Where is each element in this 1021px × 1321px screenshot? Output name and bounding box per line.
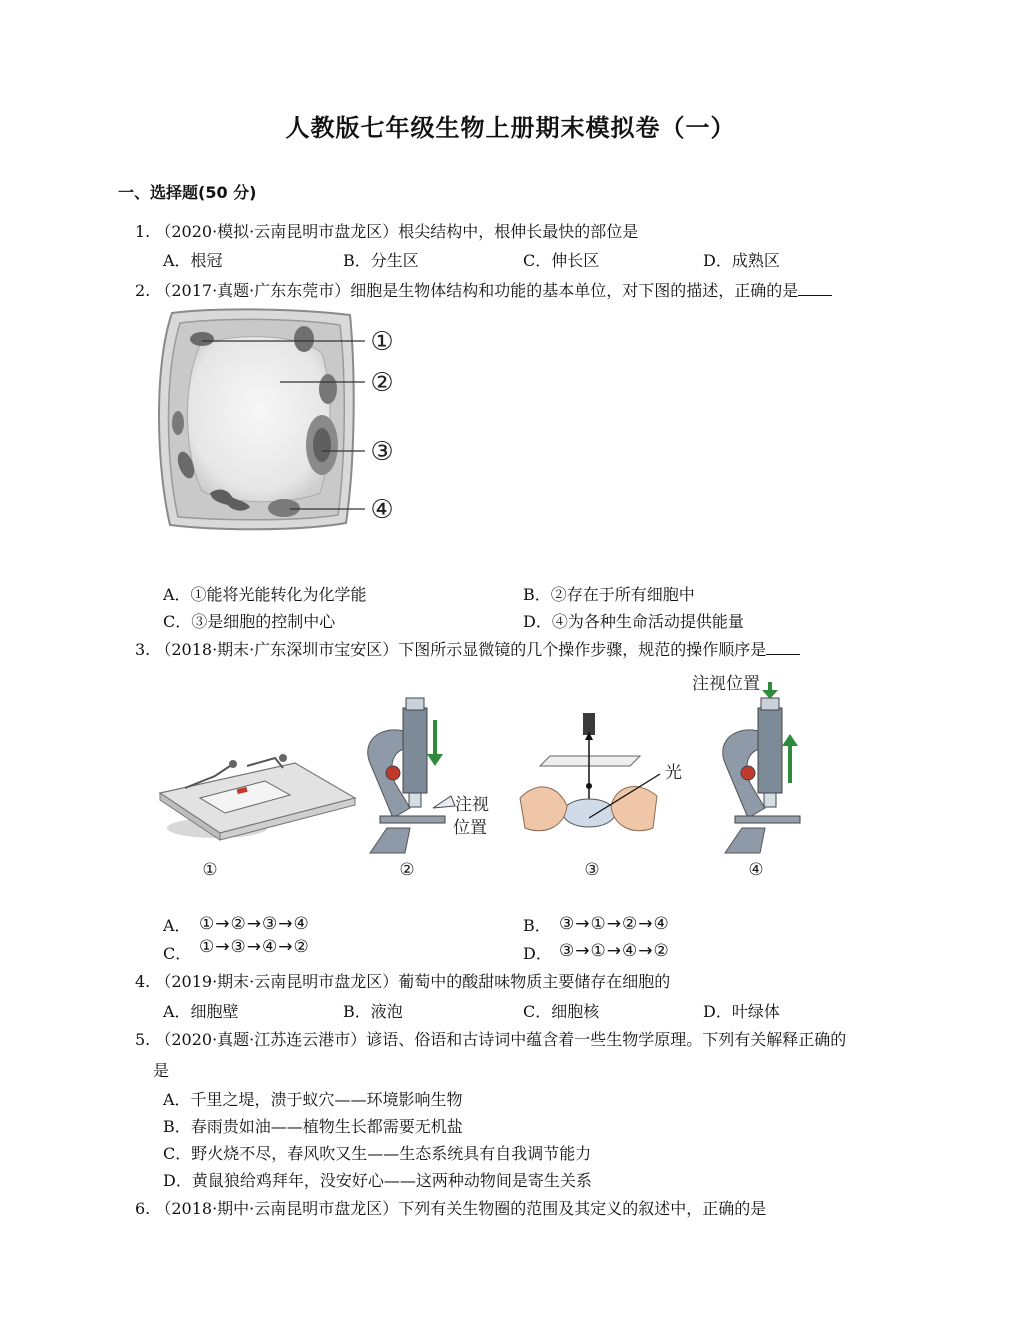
q3-option-c-letter: C．	[163, 944, 192, 963]
answer-blank	[766, 640, 800, 655]
step-4-microscope-raise	[723, 682, 800, 853]
q1-option-c: C．伸长区	[523, 251, 600, 270]
watch-label-line2: 位置	[453, 818, 487, 838]
q4-option-a: A．细胞壁	[163, 1002, 239, 1021]
question-3-text: 3. （2018·期末·广东深圳市宝安区）下图所示显微镜的几个操作步骤，规范的操作顺序是	[135, 640, 767, 659]
cell-label-3: ③	[370, 437, 394, 467]
q1-option-d: D．成熟区	[703, 251, 780, 270]
cell-label-4: ④	[370, 495, 394, 525]
q2-option-b: B．②存在于所有细胞中	[523, 585, 695, 604]
question-5-stem: 5. （2020·真题·江苏连云港市）谚语、俗语和古诗词中蕴含着一些生物学原理。下列有关解释正确的	[135, 1030, 847, 1049]
watch-label-line1: 注视	[455, 795, 489, 815]
q5-option-a: A．千里之堤，溃于蚁穴——环境影响生物	[163, 1090, 463, 1109]
q3-option-a-letter: A．	[163, 916, 191, 935]
figure-label-2: ②	[399, 860, 415, 880]
q3-option-d-letter: D．	[523, 944, 552, 963]
light-label: 光	[665, 763, 682, 783]
microscope-steps-figure	[155, 668, 815, 883]
plant-cell-diagram	[150, 305, 410, 540]
q2-option-d: D．④为各种生命活动提供能量	[523, 612, 744, 631]
answer-blank	[798, 281, 832, 296]
step-1-stage-slide	[160, 754, 355, 840]
q3-option-d-sequence: ③→①→④→②	[559, 941, 670, 961]
question-2-text: 2. （2017·真题·广东东莞市）细胞是生物体结构和功能的基本单位，对下图的描述，正确的是	[135, 281, 799, 300]
question-2-stem	[135, 278, 832, 301]
question-5-stem-continued: 是	[153, 1061, 170, 1080]
figure-label-4: ④	[748, 860, 764, 880]
q2-option-c: C．③是细胞的控制中心	[163, 612, 336, 631]
watch-position-label: 注视位置	[692, 674, 760, 694]
q3-option-b-letter: B．	[523, 916, 551, 935]
q3-option-b-sequence: ③→①→②→④	[559, 914, 670, 934]
q4-option-b: B．液泡	[343, 1002, 403, 1021]
step-3-mirror-light	[520, 713, 660, 831]
cell-label-2: ②	[370, 368, 394, 398]
page-title: 人教版七年级生物上册期末模拟卷（一）	[285, 114, 736, 142]
q1-option-b: B．分生区	[343, 251, 419, 270]
q4-option-c: C．细胞核	[523, 1002, 600, 1021]
q4-option-d: D．叶绿体	[703, 1002, 780, 1021]
q5-option-c: C．野火烧不尽，春风吹又生——生态系统具有自我调节能力	[163, 1144, 592, 1163]
figure-label-3: ③	[584, 860, 600, 880]
q2-option-a: A．①能将光能转化为化学能	[163, 585, 367, 604]
q5-option-b: B．春雨贵如油——植物生长都需要无机盐	[163, 1117, 463, 1136]
cell-label-1: ①	[370, 327, 394, 357]
q3-option-a-sequence: ①→②→③→④	[199, 914, 310, 934]
question-6-stem: 6. （2018·期中·云南昆明市盘龙区）下列有关生物圈的范围及其定义的叙述中，正确的是	[135, 1199, 767, 1218]
question-1-stem: 1. （2020·模拟·云南昆明市盘龙区）根尖结构中，根伸长最快的部位是	[135, 222, 639, 241]
figure-label-1: ①	[202, 860, 218, 880]
q1-option-a: A．根冠	[163, 251, 223, 270]
question-4-stem: 4. （2019·期末·云南昆明市盘龙区）葡萄中的酸甜味物质主要储存在细胞的	[135, 972, 671, 991]
section-heading: 一、选择题(50 分)	[118, 183, 257, 202]
q3-option-c-sequence: ①→③→④→②	[199, 937, 310, 957]
question-3-stem	[135, 637, 800, 660]
q5-option-d: D．黄鼠狼给鸡拜年，没安好心——这两种动物间是寄生关系	[163, 1171, 592, 1190]
step-2-microscope-lower	[368, 698, 455, 853]
